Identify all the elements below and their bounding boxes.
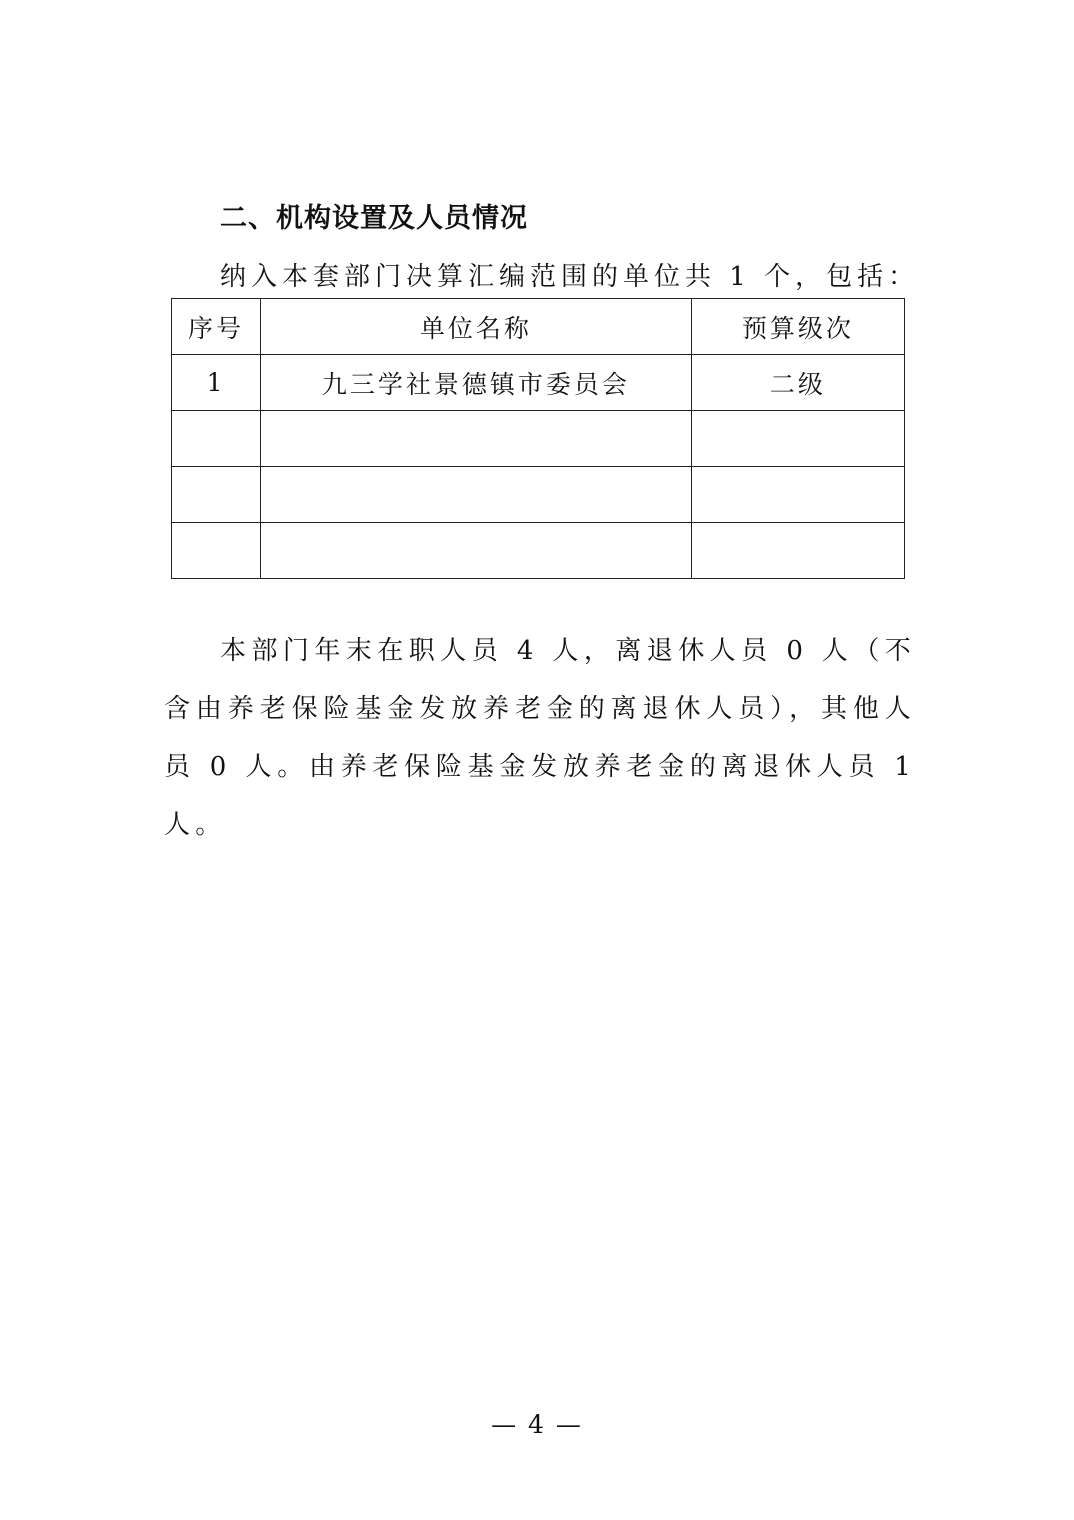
cell-seq	[172, 411, 261, 467]
cell-unit-name	[261, 411, 692, 467]
cell-seq: 1	[172, 355, 261, 411]
cell-budget-level	[691, 523, 904, 579]
cell-budget-level	[691, 467, 904, 523]
cell-seq	[172, 467, 261, 523]
cell-budget-level	[691, 411, 904, 467]
section-heading: 二、机构设置及人员情况	[220, 203, 528, 234]
cell-budget-level: 二级	[691, 355, 904, 411]
table-row	[172, 411, 905, 467]
cell-unit-name: 九三学社景德镇市委员会	[261, 355, 692, 411]
cell-unit-name	[261, 467, 692, 523]
staffing-paragraph: 本部门年末在职人员 4 人，离退休人员 0 人（不含由养老保险基金发放养老金的离退休人员），其他人员 0 人。由养老保险基金发放养老金的离退休人员 1 人。	[164, 636, 916, 840]
header-budget-level: 预算级次	[691, 299, 904, 355]
cell-seq	[172, 523, 261, 579]
table-header-row	[172, 299, 905, 355]
cell-unit-name	[261, 523, 692, 579]
header-unit-name: 单位名称	[261, 299, 692, 355]
page-number: — 4 —	[491, 1410, 583, 1439]
units-table	[171, 298, 905, 579]
table-row	[172, 523, 905, 579]
intro-text: 纳入本套部门决算汇编范围的单位共 1 个，包括：	[220, 262, 920, 292]
header-seq: 序号	[172, 299, 261, 355]
table-row	[172, 467, 905, 523]
table-row	[172, 355, 905, 411]
